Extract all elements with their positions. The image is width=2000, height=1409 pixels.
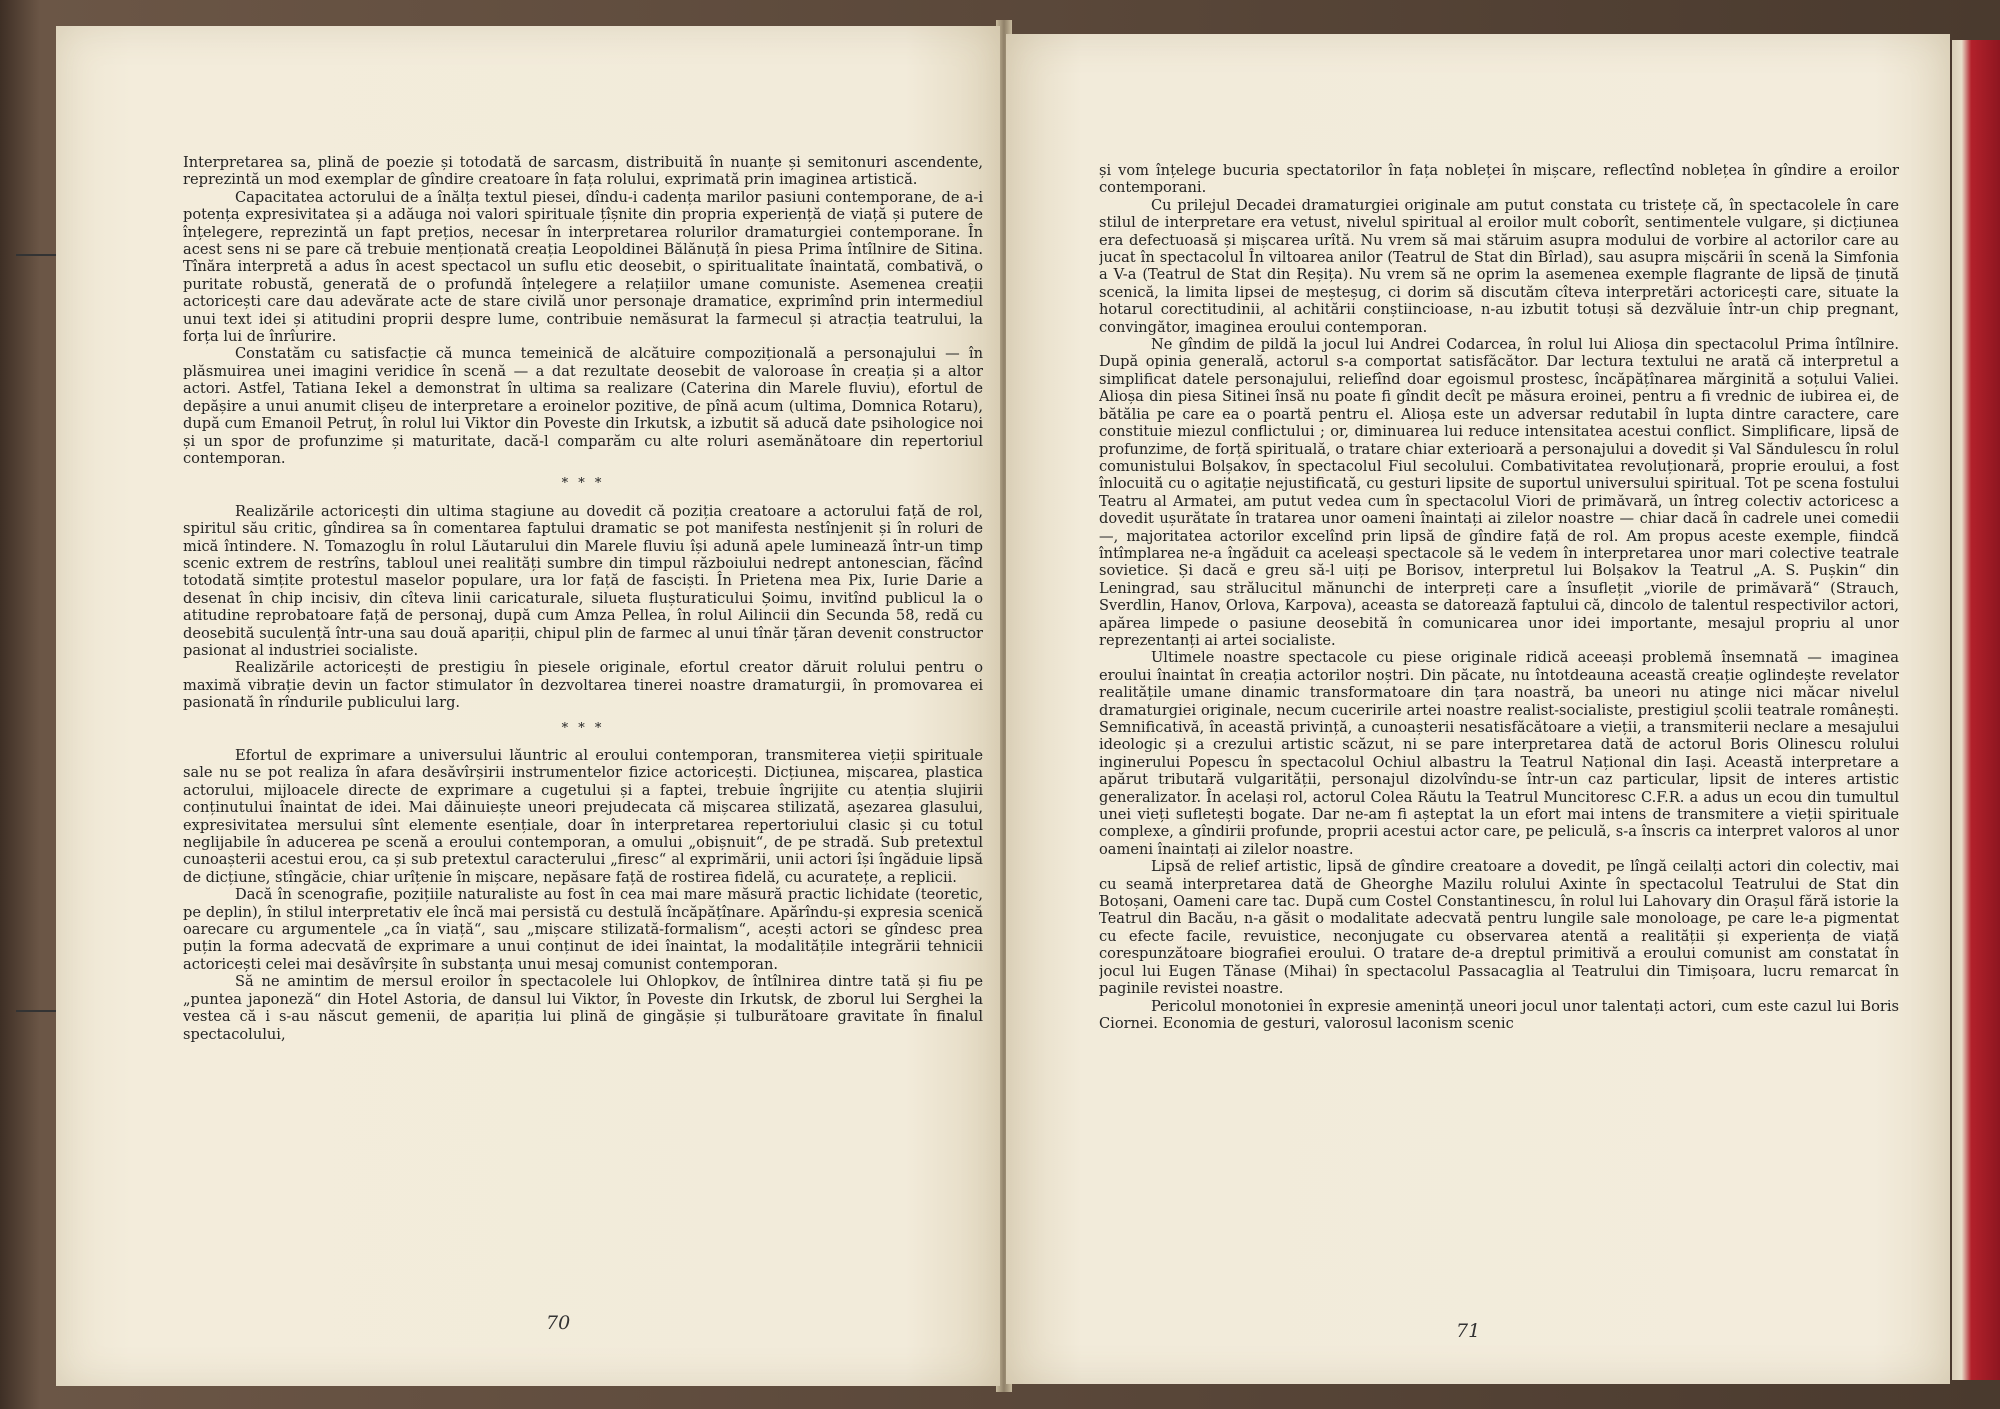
paragraph: Realizările actoricești de prestigiu în piesele originale, efortul creator dăruit rolului pentru o maximă vibrație devin un factor stimulator în dezvoltarea tinerei noastre dramaturgii, în promovarea ei pasionată în rîndurile publicului larg. xyxy=(183,659,983,712)
right-page xyxy=(1006,34,1950,1384)
page-number: 71 xyxy=(1456,1320,1481,1342)
paragraph: Ne gîndim de pildă la jocul lui Andrei Codarcea, în rolul lui Alioșa din spectacolul Prima întîlnire. După opinia generală, actorul s-a comportat satisfăcător. Dar lectura textului ne arată că interpretul a simplificat datele personajului, reliefînd doar egoismul prostesc, încăpățînarea mărginită a soțului Valiei. Alioșa din piesa Sitinei însă nu poate fi gîndit decît pe măsura eroinei, pentru a fi vrednic de iubirea ei, de bătălia pe care ea o poartă pentru el. Alioșa este un adversar redutabil în lupta dintre caractere, care constituie miezul conflictului ; or, diminuarea lui reduce intensitatea acestui conflict. Simplificare, lipsă de profunzime, de forță spirituală, o tratare chiar exterioară a personajului a dovedit și Val Săndulescu în rolul comunistului Bolșakov, în spectacolul Fiul secolului. Combativitatea revoluționară, proprie eroului, a fost înlocuită cu o agitație nejustificată, cu gesturi lipsite de suportul universului spiritual. Tot pe scena fostului Teatru al Armatei, am putut vedea cum în spectacolul Viori de primăvară, un întreg colectiv actoricesc a dovedit ușurătate în tratarea unor oameni înaintați ai zilelor noastre — chiar dacă în cadrele unei comedii —, majoritatea actorilor excelînd prin lipsă de gîndire față de rol. Am propus aceste exemple, fiindcă întîmplarea ne-a îngăduit ca aceleași spectacole să le vedem în interpretarea unor mari colective teatrale sovietice. Și dacă e greu să-l uiți pe Borisov, interpretul lui Bolșakov la Teatrul „A. S. Pușkin“ din Leningrad, sau strălucitul mănunchi de interpreți care a însuflețit „viorile de primăvară“ (Strauch, Sverdlin, Hanov, Orlova, Karpova), aceasta se datorează faptului că, dincolo de talentul respectivilor actori, apărea limpede o pasiune deosebită în comunicarea unor idei importante, mesajul propriu al unor reprezentanți ai artei socialiste. xyxy=(1099,336,1899,649)
paragraph: Interpretarea sa, plină de poezie și totodată de sarcasm, distribuită în nuanțe și semitonuri ascendente, reprezintă un mod exemplar de gîndire creatoare în fața rolului, exprimată prin imaginea artistică. xyxy=(183,154,983,189)
paragraph: Să ne amintim de mersul eroilor în spectacolele lui Ohlopkov, de întîlnirea dintre tată și fiu pe „puntea japoneză“ din Hotel Astoria, de dansul lui Viktor, în Poveste din Irkutsk, de zborul lui Serghei la vestea că i s-au născut gemenii, de apariția lui plină de gingășie și tulburătoare gravitate în finalul spectacolului, xyxy=(183,973,983,1043)
paragraph: și vom înțelege bucuria spectatorilor în fața nobleței în mișcare, reflectînd noblețea în gîndire a eroilor contemporani. xyxy=(1099,162,1899,197)
paragraph: Ultimele noastre spectacole cu piese originale ridică aceeași problemă însemnată — imaginea eroului înaintat în creația actorilor noștri. Din păcate, nu întotdeauna această creație oglindește revelator realitățile umane dinamic transformatoare din țara noastră, ba uneori nu atinge nici măcar nivelul dramaturgiei originale, necum cuceririle artei noastre realist-socialiste, prestigiul școlii teatrale românești. Semnificativă, în această privință, a cunoașterii nesatisfăcătoare a vieții, a transmiterii neclare a mesajului ideologic și a crezului artistic scăzut, ni se pare interpretarea dată de actorul Boris Olinescu rolului inginerului Popescu în spectacolul Ochiul albastru la Teatrul Național din Iași. Această interpretare a apărut tributară vulgarității, personajul dizolvîndu-se într-un caz particular, lipsit de interes artistic generalizator. În același rol, actorul Colea Răutu la Teatrul Muncitoresc C.F.R. a adus un ecou din tumultul unei vieți sufletești bogate. Dar ne-am fi așteptat la un efort mai intens de transmitere a vieții spirituale complexe, a gîndirii profunde, proprii acestui actor care, pe peliculă, s-a înscris ca interpret valoros al unor oameni înaintați ai zilelor noastre. xyxy=(1099,649,1899,858)
margin-mark xyxy=(16,254,56,256)
section-separator: * * * xyxy=(561,720,605,736)
paragraph: Constatăm cu satisfacție că munca temeinică de alcătuire compozițională a personajului — în plăsmuirea unei imagini veridice în scenă — a dat rezultate deosebit de valoroase în creația și a altor actori. Astfel, Tatiana Iekel a demonstrat în ultima sa realizare (Caterina din Marele fluviu), efortul de depășire a unui anumit clișeu de interpretare a eroinelor pozitive, de pînă acum (ultima, Domnica Rotaru), după cum Emanoil Petruț, în rolul lui Viktor din Poveste din Irkutsk, a izbutit să aducă date psihologice noi și un spor de profunzime și maturitate, dacă-l comparăm cu alte roluri asemănătoare din repertoriul contemporan. xyxy=(183,345,983,467)
paragraph: Efortul de exprimare a universului lăuntric al eroului contemporan, transmiterea vieții spirituale sale nu se pot realiza în afara desăvîrșirii instrumentelor fizice actoricești. Dicțiunea, mișcarea, plastica actorului, mijloacele directe de exprimare a cugetului și a faptei, trebuie îngrijite cu atenția slujirii conținutului înaintat de idei. Mai dăinuiește uneori prejudecata că mișcarea stilizată, așezarea glasului, expresivitatea mersului sînt elemente esențiale, doar în interpretarea repertoriului clasic și cu totul neglijabile în aducerea pe scenă a eroului contemporan, a omului „obișnuit“, de pe stradă. Sub pretextul cunoașterii acestui erou, ca și sub pretextul caracterului „firesc“ al exprimării, unii actori își îngăduie lipsă de dicțiune, stîngăcie, chiar urîțenie în mișcare, nepăsare față de rostirea fidelă, cu acuratețe, a replicii. xyxy=(183,747,983,886)
paragraph: Capacitatea actorului de a înălța textul piesei, dîndu-i cadența marilor pasiuni contemporane, de a-i potența expresivitatea și a adăuga noi valori spirituale țîșnite din propria experiență de viață și putere de înțelegere, reprezintă un fapt prețios, necesar în interpretarea rolurilor dramaturgiei contemporane. În acest sens ni se pare că trebuie menționată creația Leopoldinei Bălănuță în piesa Prima întîlnire de Sitina. Tînăra interpretă a adus în acest spectacol un suflu etic deosebit, o spiritualitate înaintată, combativă, o puritate robustă, generată de o profundă înțelegere a relațiilor umane comuniste. Asemenea creații actoricești care dau adevărate acte de stare civilă unor personaje dramatice, exprimînd prin intermediul unui text idei și atitudini proprii despre lume, contribuie nemăsurat la farmecul și atracția teatrului, la forța lui de înrîurire. xyxy=(183,188,983,346)
margin-mark xyxy=(16,1010,56,1012)
book-edge-red xyxy=(1952,40,2000,1380)
left-page xyxy=(56,26,1000,1386)
page-number: 70 xyxy=(546,1312,571,1334)
paragraph: Lipsă de relief artistic, lipsă de gîndire creatoare a dovedit, pe lîngă ceilalți actori din colectiv, mai cu seamă interpretarea dată de Gheorghe Mazilu rolului Axinte în spectacolul Teatrului de Stat din Botoșani, Oameni care tac. După cum Costel Constantinescu, în rolul lui Lahovary din Orașul fără istorie la Teatrul din Bacău, n-a găsit o modalitate adecvată pentru lungile sale monoloage, pe care le-a pigmentat cu efecte facile, revuistice, neconjugate cu observarea atentă a realității și experiența de viață corespunzătoare biografiei eroului. O tratare de-a dreptul primitivă a eroului comunist am constatat în jocul lui Eugen Tănase (Mihai) în spectacolul Passacaglia al Teatrului din Timișoara, lucru remarcat în paginile revistei noastre. xyxy=(1099,858,1899,998)
right-page-text xyxy=(1099,162,1899,1292)
left-page-text xyxy=(183,154,983,1284)
section-separator: * * * xyxy=(561,476,605,492)
paragraph: Dacă în scenografie, pozițiile naturaliste au fost în cea mai mare măsură practic lichidate (teoretic, pe deplin), în stilul interpretativ ele încă mai persistă cu destulă încăpățînare. Apărîndu-și expresia scenică oarecare cu argumentele „ca în viață“, sau „mișcare stilizată-formalism“, acești actori se gîndesc prea puțin la forma adecvată de exprimare a unui conținut de idei înaintat, la modalitățile integrării tehnicii actoricești celei mai desăvîrșite în substanța unui mesaj comunist contemporan. xyxy=(183,886,983,973)
paragraph: Cu prilejul Decadei dramaturgiei originale am putut constata cu tristețe că, în spectacolele în care stilul de interpretare era vetust, nivelul spiritual al eroilor mult coborît, sentimentele vulgare, și dicțiunea era defectuoasă și mișcarea urîtă. Nu vrem să mai stăruim asupra modului de vorbire al actorilor care au jucat în spectacolul În viltoarea anilor (Teatrul de Stat din Bîrlad), sau asupra mișcării în scenă la Simfonia a V-a (Teatrul de Stat din Reșița). Nu vrem să ne oprim la asemenea exemple flagrante de lipsă de ținută scenică, la limita lipsei de meșteșug, ci dorim să discutăm cîteva interpretări actoricești care, situate la hotarul corectitudinii, al achitării conștiincioase, n-au izbutit totuși să dezvăluie într-un chip pregnant, convingător, imaginea eroului contemporan. xyxy=(1099,196,1899,336)
paragraph: Pericolul monotoniei în expresie amenință uneori jocul unor talentați actori, cum este cazul lui Boris Ciornei. Economia de gesturi, valorosul laconism scenic xyxy=(1099,997,1899,1032)
paragraph: Realizările actoricești din ultima stagiune au dovedit că poziția creatoare a actorului față de rol, spiritul său critic, gîndirea sa în comentarea faptului dramatic se pot manifesta nestînjenit și în roluri de mică întindere. N. Tomazoglu în rolul Lăutarului din Marele fluviu își adună apele luminează într-un timp scenic extrem de restrîns, tabloul unei realități sumbre din timpul războiului nedrept antonescian, făcînd totodată simțite protestul maselor populare, ura lor față de fasciști. În Prietena mea Pix, Iurie Darie a desenat în chip incisiv, din cîteva linii caricaturale, silueta flușturaticului Șoimu, invitînd publicul la o atitudine reprobatoare față de personaj, după cum Amza Pellea, în rolul Ailincii din Secunda 58, redă cu deosebită suculență într-una sau două apariții, chipul plin de farmec al unui tînăr țăran devenit constructor pasionat al industriei socialiste. xyxy=(183,502,983,659)
